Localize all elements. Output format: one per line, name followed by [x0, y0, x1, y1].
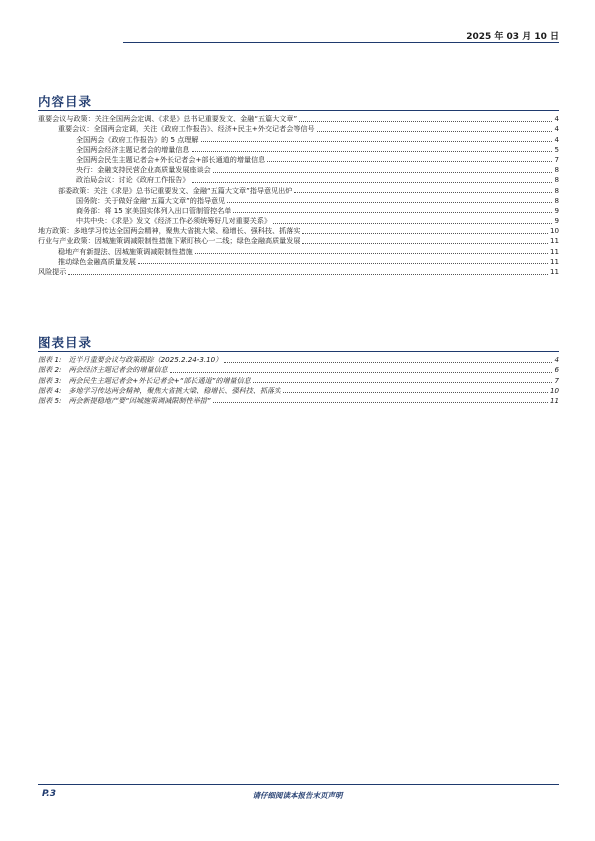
entry-title: 地方政策：多地学习传达全国两会精神，聚焦大省挑大梁、稳增长、强科技、抓落实 — [38, 226, 301, 236]
entry-title: 风险提示 — [38, 267, 67, 276]
entry-page-number: 7 — [554, 375, 559, 385]
entry-title: 图表 4: 多地学习传达两会精神，聚焦大省挑大梁、稳增长、强科技、抓落实 — [38, 385, 282, 395]
entry-page-number: 8 — [554, 175, 559, 185]
entry-title: 央行：金融支持民营企业高质量发展座谈会 — [76, 165, 211, 175]
footer-divider — [38, 784, 559, 785]
figure-entry[interactable] — [38, 355, 559, 365]
toc-entry[interactable] — [38, 185, 559, 195]
dot-leader — [302, 243, 548, 244]
toc-entry[interactable] — [38, 246, 559, 256]
entry-page-number: 11 — [549, 256, 559, 266]
toc-entry[interactable] — [38, 206, 559, 216]
entry-title: 全国两会经济主题记者会的增量信息 — [76, 144, 190, 154]
entry-page-number: 10 — [549, 226, 559, 236]
dot-leader — [302, 233, 548, 234]
figures-list — [38, 355, 559, 406]
entry-title: 全国两会《政府工作报告》的 5 点理解 — [76, 134, 199, 144]
entry-title: 国务院：关于做好金融“五篇大文章”的指导意见 — [76, 195, 226, 205]
dot-leader — [195, 253, 548, 254]
entry-title: 稳地产有新提法、因城施策调减限制性措施 — [58, 246, 193, 256]
figure-entry[interactable] — [38, 396, 559, 406]
dot-leader — [213, 402, 548, 403]
entry-title: 图表 2: 两会经济主题记者会的增量信息 — [38, 365, 168, 375]
entry-title: 部委政策：关注《求是》总书记重要发文、金融“五篇大文章”指导意见出炉 — [58, 185, 293, 195]
disclaimer-note: 请仔细阅读本报告末页声明 — [252, 791, 343, 800]
entry-title: 重要会议：全国两会定调，关注《政府工作报告》、经济+民主+外交记者会等信号 — [58, 124, 315, 134]
entry-page-number: 8 — [554, 165, 559, 175]
toc-entry[interactable] — [38, 267, 559, 277]
entry-title: 重要会议与政策：关注全国两会定调、《求是》总书记重要发文、金融“五篇大文章” — [38, 114, 298, 124]
dot-leader — [138, 263, 548, 264]
entry-page-number: 8 — [554, 185, 559, 195]
dot-leader — [227, 202, 552, 203]
contents-title: 内容目录 — [38, 94, 93, 109]
entry-page-number: 11 — [549, 395, 559, 405]
contents-list — [38, 114, 559, 277]
dot-leader — [213, 172, 553, 173]
entry-title: 图表 3: 两会民生主题记者会+外长记者会+“部长通道”的增量信息 — [38, 375, 251, 385]
figure-entry[interactable] — [38, 375, 559, 385]
entry-page-number: 6 — [554, 365, 559, 375]
page-number: P.3 — [42, 789, 56, 799]
figure-entry[interactable] — [38, 386, 559, 396]
report-date: 2025 年 03 月 10 日 — [466, 32, 559, 42]
toc-entry[interactable] — [38, 124, 559, 134]
entry-page-number: 9 — [554, 216, 559, 226]
toc-entry[interactable] — [38, 155, 559, 165]
dot-leader — [317, 131, 553, 132]
dot-leader — [192, 182, 553, 183]
figures-title: 图表目录 — [38, 335, 93, 350]
figures-divider — [38, 351, 559, 352]
figure-entry[interactable] — [38, 365, 559, 375]
dot-leader — [224, 362, 552, 363]
entry-title: 中共中央：《求是》发文《经济工作必须统筹好几对重要关系》 — [76, 216, 272, 226]
dot-leader — [68, 274, 548, 275]
dot-leader — [201, 141, 553, 142]
entry-title: 全国两会民生主题记者会+外长记者会+部长通道的增量信息 — [76, 154, 266, 164]
dot-leader — [233, 212, 552, 213]
entry-page-number: 10 — [549, 385, 559, 395]
dot-leader — [299, 121, 552, 122]
dot-leader — [273, 223, 552, 224]
entry-title: 政治局会议：讨论《政府工作报告》 — [76, 175, 190, 185]
toc-entry[interactable] — [38, 175, 559, 185]
dot-leader — [192, 151, 553, 152]
toc-entry[interactable] — [38, 165, 559, 175]
entry-page-number: 8 — [554, 195, 559, 205]
toc-entry[interactable] — [38, 257, 559, 267]
entry-page-number: 4 — [554, 134, 559, 144]
entry-title: 商务部：将 15 家美国实体列入出口管制管控名单 — [76, 205, 232, 215]
contents-divider — [38, 110, 559, 111]
toc-entry[interactable] — [38, 145, 559, 155]
entry-page-number: 4 — [554, 124, 559, 134]
entry-title: 图表 1: 近半月重要会议与政策跟踪（2025.2.24-3.10） — [38, 355, 223, 365]
toc-entry[interactable] — [38, 236, 559, 246]
entry-page-number: 11 — [549, 267, 559, 276]
entry-page-number: 11 — [549, 246, 559, 256]
entry-page-number: 4 — [554, 114, 559, 124]
dot-leader — [283, 392, 548, 393]
entry-title: 图表 5: 两会新提稳地产要“因城施策调减限制性举措” — [38, 395, 211, 405]
entry-page-number: 4 — [554, 355, 559, 365]
entry-title: 行业与产业政策：因城施策调减限制性措施下紧盯核心一二线；绿色金融高质量发展 — [38, 236, 301, 246]
toc-entry[interactable] — [38, 216, 559, 226]
toc-entry[interactable] — [38, 226, 559, 236]
header-divider — [123, 42, 559, 43]
entry-page-number: 9 — [554, 205, 559, 215]
dot-leader — [253, 382, 553, 383]
entry-title: 推动绿色金融高质量发展 — [58, 256, 137, 266]
toc-entry[interactable] — [38, 196, 559, 206]
dot-leader — [267, 161, 552, 162]
toc-entry[interactable] — [38, 114, 559, 124]
entry-page-number: 5 — [554, 144, 559, 154]
toc-entry[interactable] — [38, 134, 559, 144]
dot-leader — [294, 192, 552, 193]
dot-leader — [170, 372, 553, 373]
entry-page-number: 7 — [554, 154, 559, 164]
entry-page-number: 11 — [549, 236, 559, 246]
